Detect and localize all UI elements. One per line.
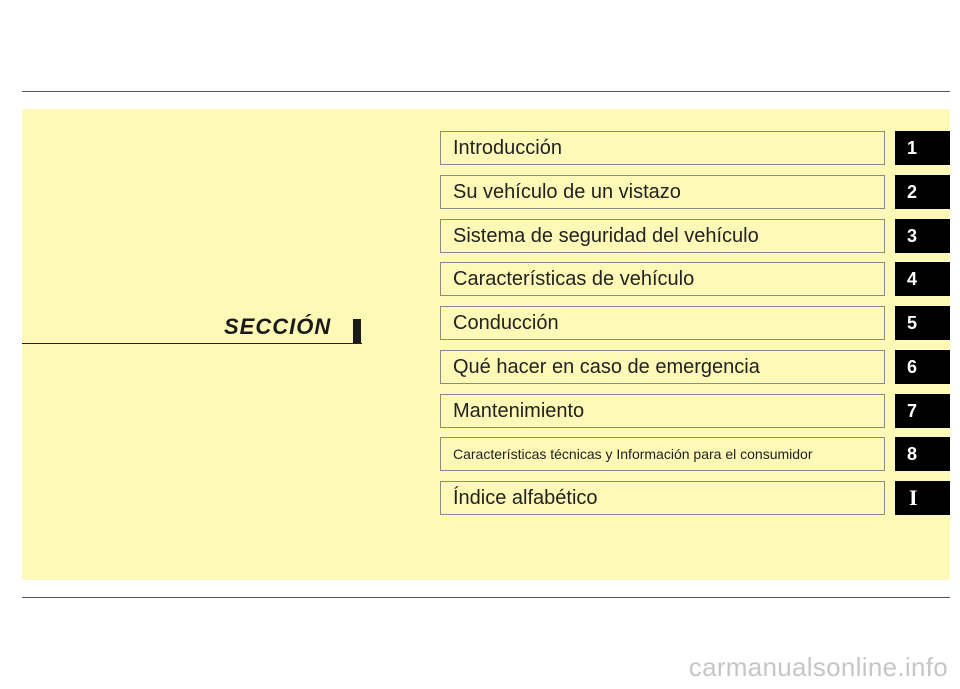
toc-item-number-tab[interactable]: 1 xyxy=(895,131,950,165)
toc-item-title: Características técnicas y Información para el consumidor xyxy=(440,437,885,471)
watermark: carmanualsonline.info xyxy=(688,652,948,682)
toc-item-number-tab[interactable]: 8 xyxy=(895,437,950,471)
bottom-divider xyxy=(22,597,950,598)
toc-item-number-tab[interactable]: 2 xyxy=(895,175,950,209)
toc-item-title: Conducción xyxy=(440,306,885,340)
toc-item-title: Su vehículo de un vistazo xyxy=(440,175,885,209)
toc-item-title: Índice alfabético xyxy=(440,481,885,515)
section-underline xyxy=(22,343,362,344)
top-divider xyxy=(22,91,950,92)
section-heading: SECCIÓN xyxy=(224,314,332,339)
toc-item-title: Sistema de seguridad del vehículo xyxy=(440,219,885,253)
toc-item-title: Introducción xyxy=(440,131,885,165)
toc-item-number-tab[interactable]: 4 xyxy=(895,262,950,296)
toc-item-number-tab[interactable]: 6 xyxy=(895,350,950,384)
toc-item-title: Mantenimiento xyxy=(440,394,885,428)
toc-item-number-tab[interactable]: 5 xyxy=(895,306,950,340)
toc-item-number-tab[interactable]: 7 xyxy=(895,394,950,428)
toc-item-title: Características de vehículo xyxy=(440,262,885,296)
section-marker xyxy=(353,319,361,343)
toc-item-number-tab[interactable]: I xyxy=(895,481,950,515)
toc-item-number-tab[interactable]: 3 xyxy=(895,219,950,253)
toc-item-title: Qué hacer en caso de emergencia xyxy=(440,350,885,384)
